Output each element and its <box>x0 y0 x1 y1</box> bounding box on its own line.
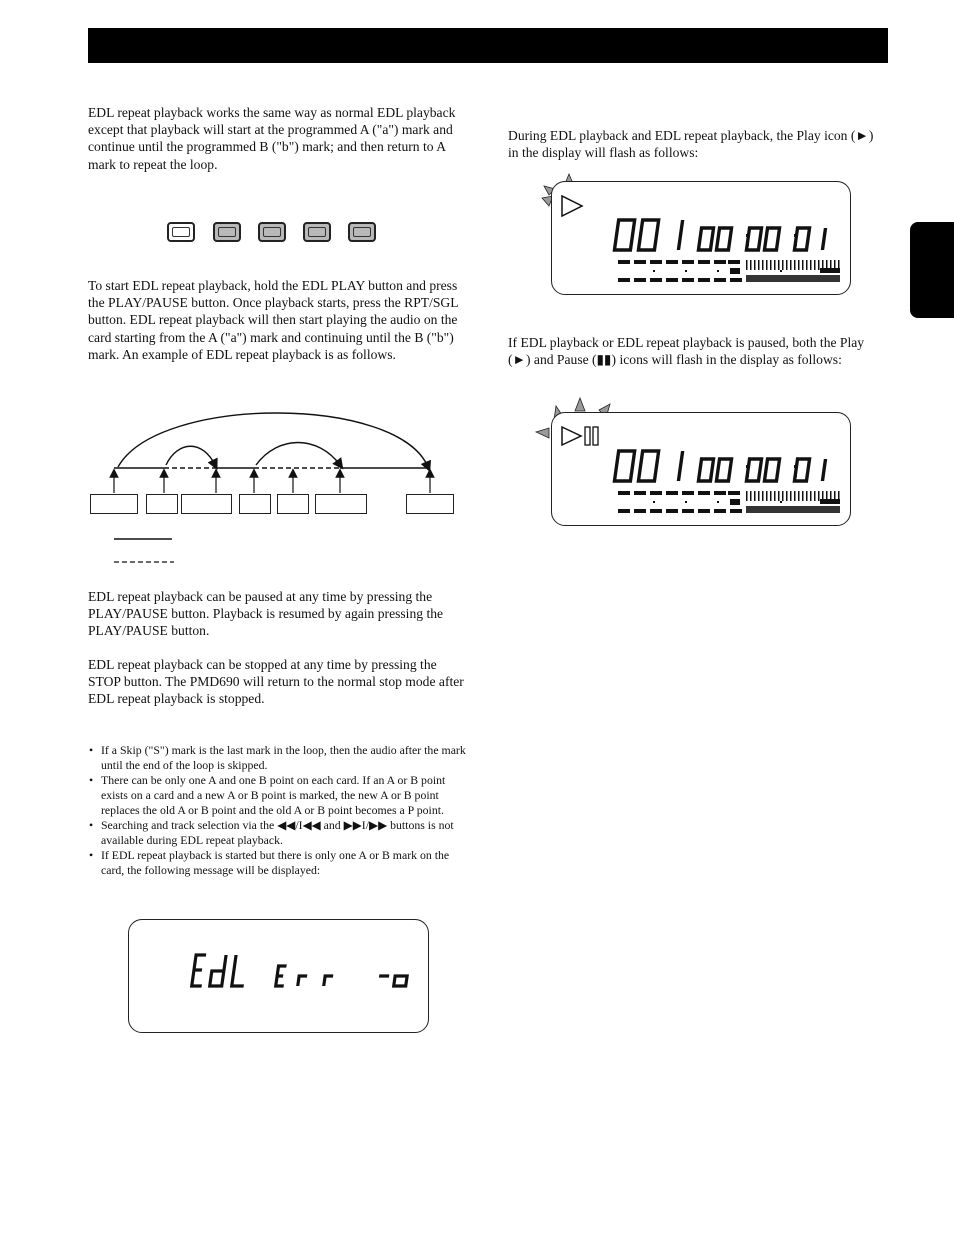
button-illustration <box>258 222 286 242</box>
level-meter-top <box>618 260 840 274</box>
mark-label-box <box>90 494 138 514</box>
mark-label-box <box>406 494 454 514</box>
play-lcd-display <box>551 181 851 295</box>
error-lcd-display <box>128 919 429 1033</box>
start-instructions-paragraph: To start EDL repeat playback, hold the EDL PLAY button and press the PLAY/PAUSE button. Once playback starts, press the RPT/SGL button. EDL repeat playback will then start playing the audio on the card starting from the A ("a") mark and continuing until the B ("b") mark. An example of EDL repeat playback is as follows. <box>88 278 459 362</box>
pause-flash-paragraph: If EDL playback or EDL repeat playback is paused, both the Play (►) and Pause (▮▮) icons will flash in the display as follows: <box>508 335 865 368</box>
button-illustration <box>167 222 195 242</box>
chapter-side-tab <box>910 222 954 318</box>
pause-paragraph: EDL repeat playback can be paused at any time by pressing the PLAY/PAUSE button. Playback is resumed by again pressing the PLAY/PAUSE button. <box>88 589 444 639</box>
button-illustration <box>303 222 331 242</box>
level-meter-top <box>618 491 840 505</box>
section-header-bar <box>88 28 888 63</box>
notes-list <box>88 743 468 878</box>
repeat-loop-diagram <box>88 405 468 575</box>
note-item: • If a Skip ("S") mark is the last mark in the loop, then the audio after the mark until the end of the loop is skipped. <box>88 743 468 773</box>
play-icon <box>562 427 581 445</box>
flash-paragraph: During EDL playback and EDL repeat playback, the Play icon (►) in the display will flash as follows: <box>508 128 874 161</box>
mark-label-box <box>315 494 367 514</box>
level-meter-bottom <box>618 275 840 282</box>
note-item: • There can be only one A and one B point on each card. If an A or B point exists on a card and a new A or B point is marked, the new A or B point replaces the old A or B point and the old A or B point becomes a P point. <box>88 773 468 818</box>
play-icon <box>562 196 582 216</box>
note-item: • If EDL repeat playback is started but there is only one A or B mark on the card, the following message will be displayed: <box>88 848 468 878</box>
mark-label-box <box>239 494 271 514</box>
edl-button-row <box>167 222 387 246</box>
error-lcd-segments <box>129 920 428 1032</box>
pause-lcd-contents <box>552 413 850 525</box>
note-item: • Searching and track selection via the ◀◀/I◀◀ and ▶▶I/▶▶ buttons is not available during EDL repeat playback. <box>88 818 468 848</box>
stop-paragraph: EDL repeat playback can be stopped at any time by pressing the STOP button. The PMD690 will return to the normal stop mode after EDL repeat playback is stopped. <box>88 657 464 707</box>
mark-label-box <box>181 494 232 514</box>
button-illustration <box>213 222 241 242</box>
mark-label-box <box>146 494 178 514</box>
intro-paragraph: EDL repeat playback works the same way as normal EDL playback except that playback will start at the programmed A ("a") mark and continue until the programmed B ("b") mark; and then return to A mark to repeat the loop. <box>88 105 456 172</box>
pause-icon <box>585 427 590 445</box>
button-illustration <box>348 222 376 242</box>
pause-lcd-display <box>551 412 851 526</box>
play-lcd-contents <box>552 182 850 294</box>
mark-label-box <box>277 494 309 514</box>
level-meter-bottom <box>618 506 840 513</box>
pause-icon <box>593 427 598 445</box>
